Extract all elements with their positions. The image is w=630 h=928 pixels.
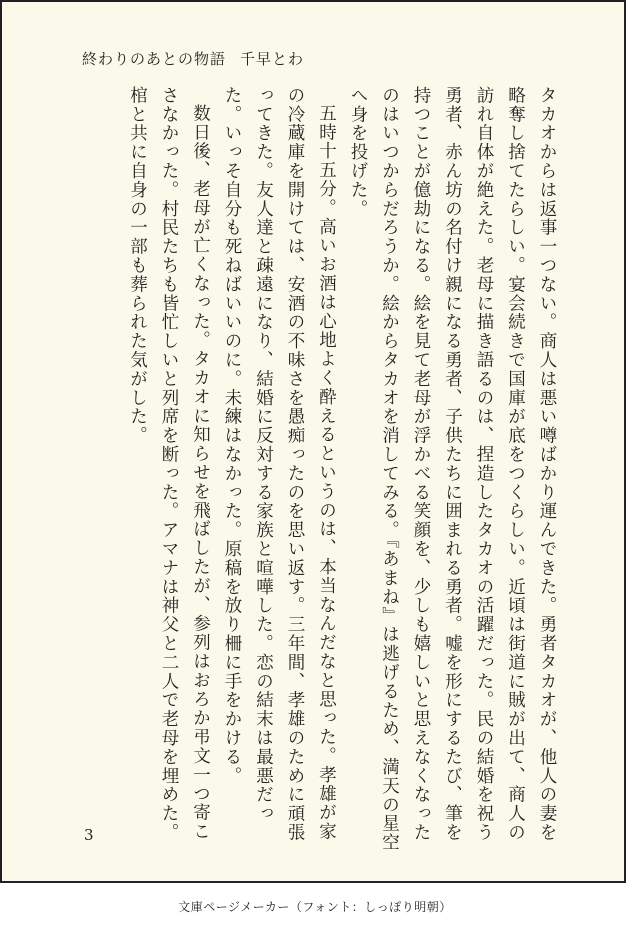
- page-number: 3: [84, 826, 94, 844]
- footer-credit: 文庫ページメーカー（フォント：しっぽり明朝）: [178, 900, 452, 914]
- paragraph: 五時十五分。高いお酒は心地よく酔えるというのは、本当なんだなと思った。孝雄が家の冷蔵庫を開けては、安酒の不味さを愚痴ったのを思い返す。三年間、孝雄のために頑張ってきた。友人達と疎遠になり、結婚に反対する家族と喧嘩した。恋の結末は最悪だった。いっそ自分も死ねばいいのに。未練はなかった。原稿を放り柵に手をかける。: [222, 86, 337, 842]
- vertical-body-text: [121, 86, 562, 856]
- author-name: 千早とわ: [240, 50, 305, 68]
- paragraph: 数日後、老母が亡くなった。タカオに知らせを飛ばしたが、参列はおろか弔文一つ寄こさなかった。村民たちも皆忙しいと列席を断った。アマナは神父と二人で老母を埋めた。棺と共に自身の一部も葬られた気がした。: [127, 86, 211, 842]
- running-header: [82, 48, 304, 69]
- paragraph: タカオからは返事一つない。商人は悪い噂ばかり運んできた。勇者タカオが、他人の妻を略奪し捨てたらしい。宴会続きで国庫が底をつくらしい。近頃は街道に賊が出て、商人の訪れ自体が絶えた。老母に描き語るのは、捏造したタカオの活躍だった。民の結婚を祝う勇者、赤ん坊の名付け親になる勇者、子供たちに囲まれる勇者。嘘を形にするたび、筆を持つことが億劫になる。絵を見て老母が浮かべる笑顔を、少しも嬉しいと思えなくなったのはいつからだろうか。絵からタカオを消してみる。『あまね』は逃げるため、満天の星空へ身を投げた。: [348, 86, 557, 853]
- book-title: 終わりのあとの物語: [82, 50, 227, 68]
